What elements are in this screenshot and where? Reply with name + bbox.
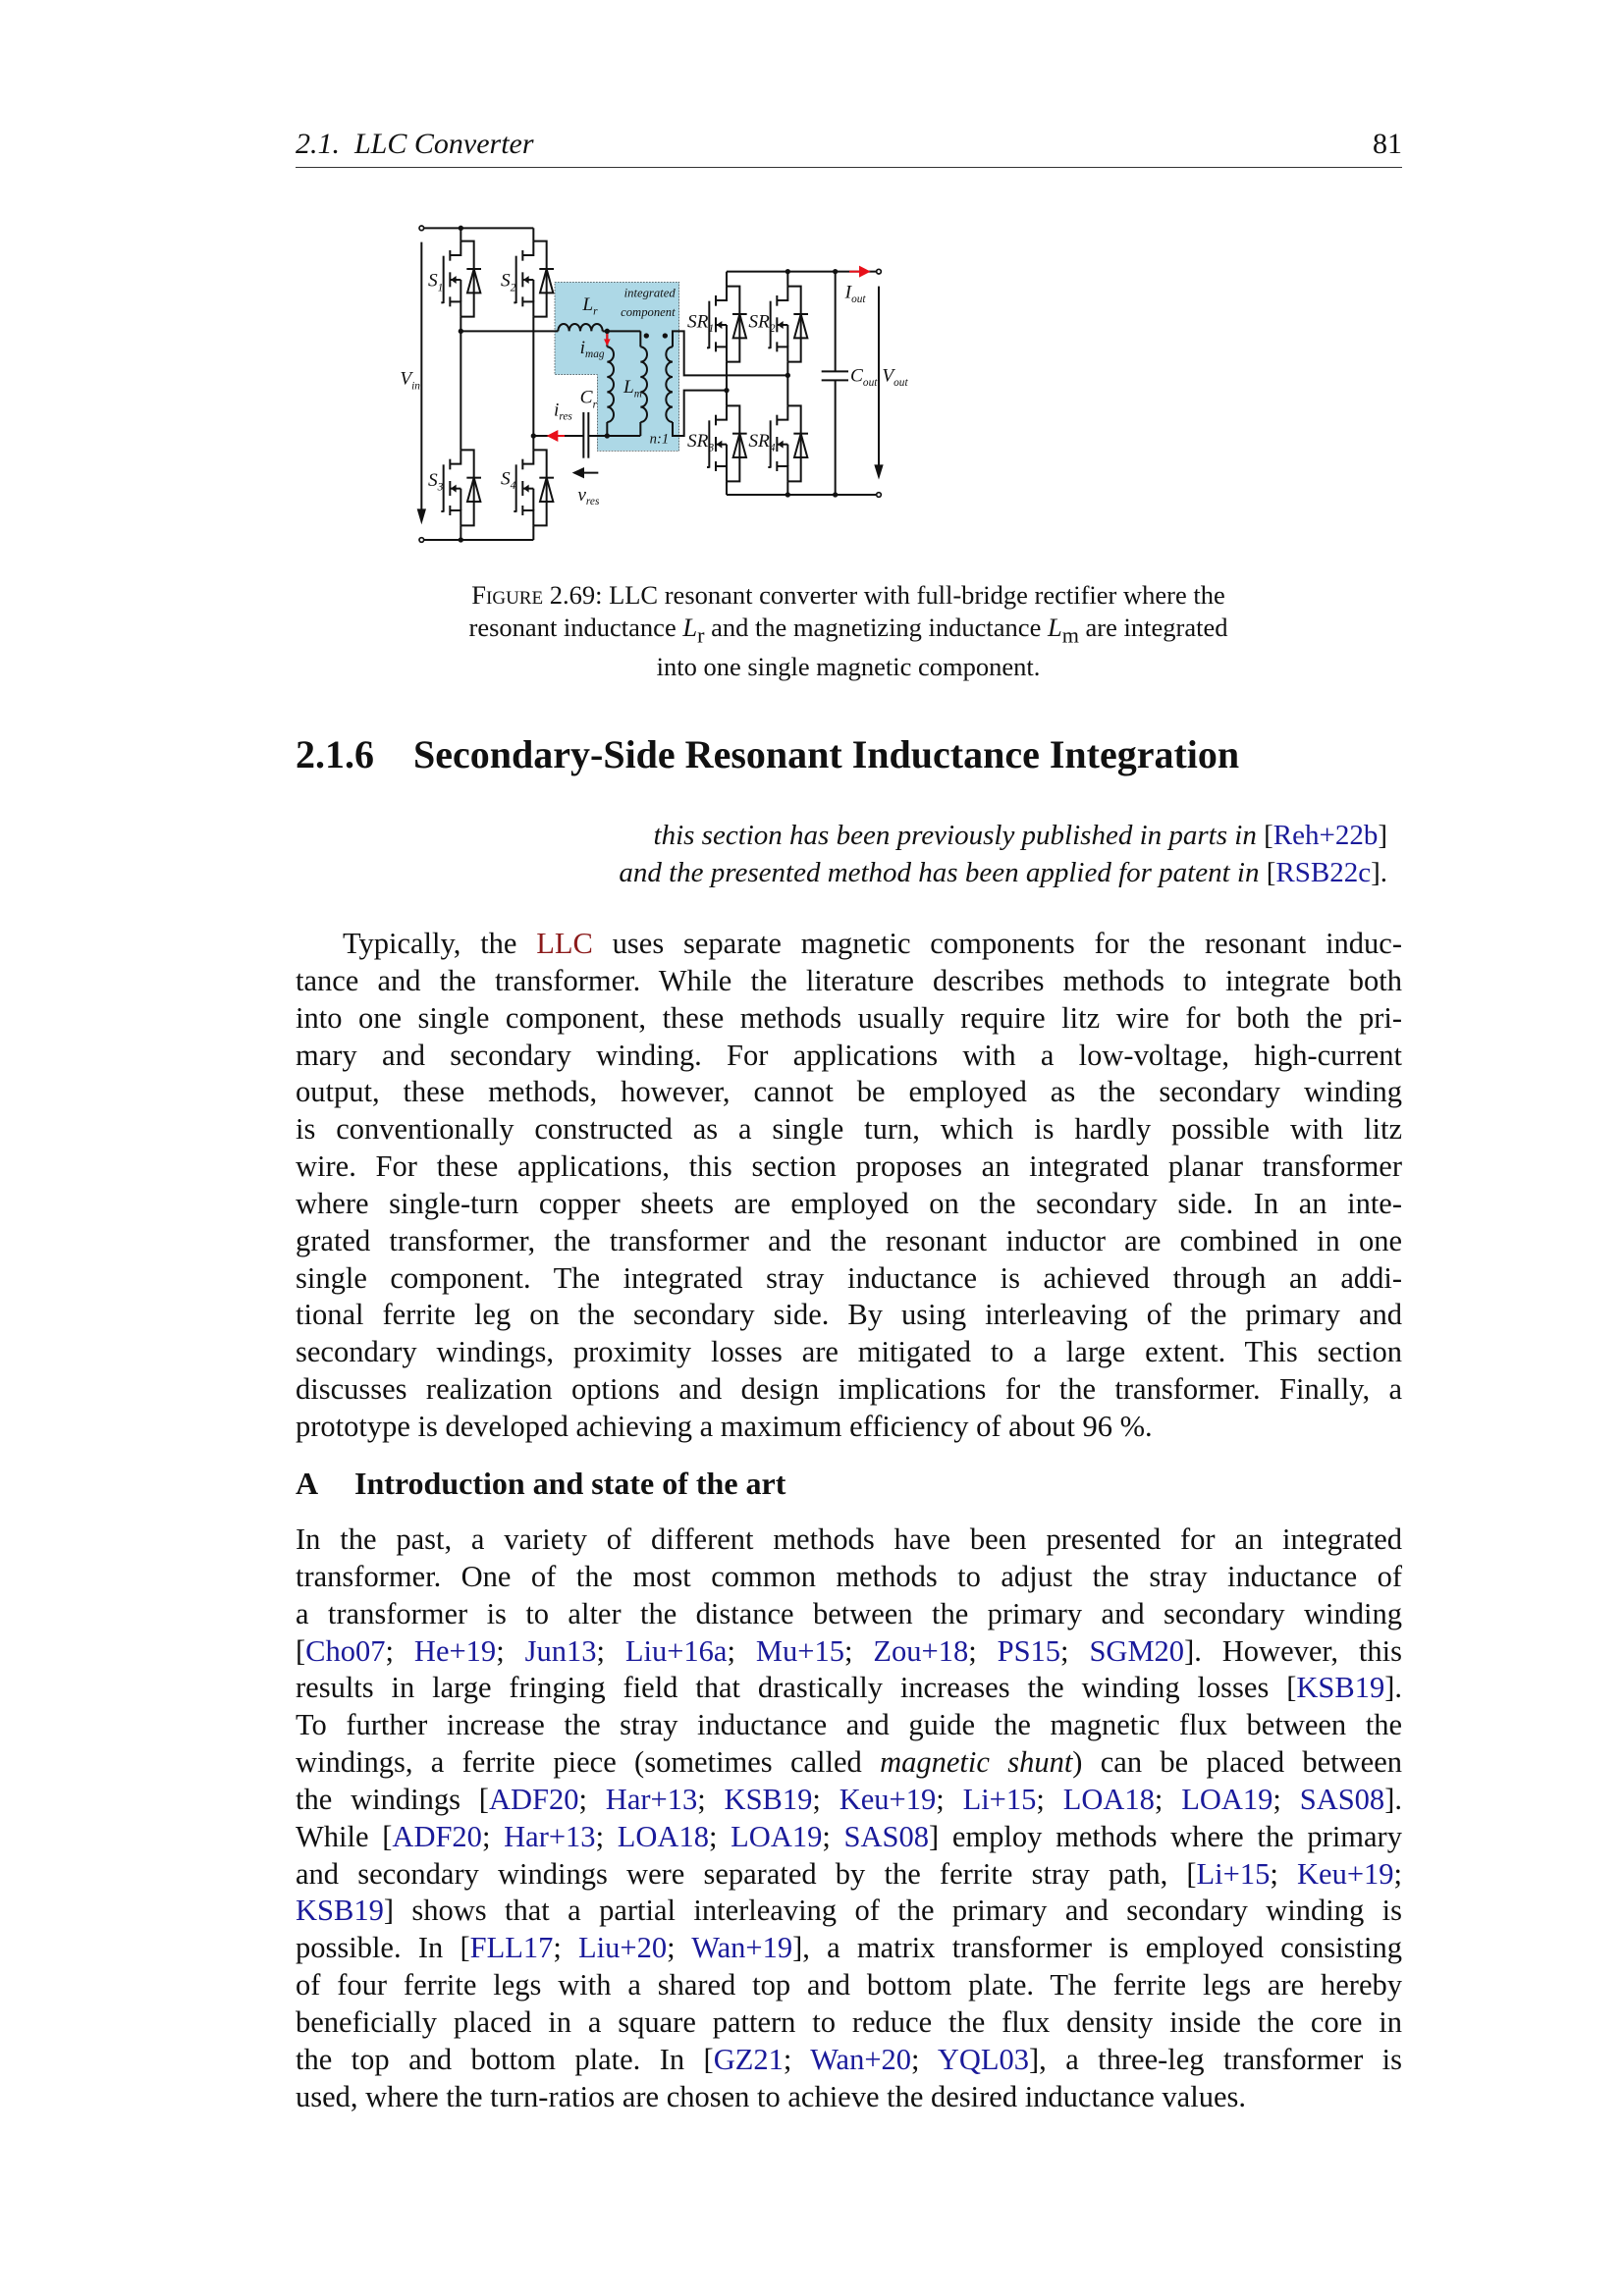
citation-link[interactable]: PS15: [997, 1633, 1061, 1668]
text-segment: ;: [1060, 1633, 1090, 1668]
text-segment: ;: [667, 1931, 692, 1965]
symbol-lm-sub: m: [1061, 622, 1079, 648]
note-text: this section has been previously published in parts in: [653, 820, 1265, 851]
text-line: [296, 1186, 1402, 1223]
text-segment: ;: [911, 2042, 938, 2076]
text-line: [296, 1038, 1402, 1075]
text-segment: ], a three-leg transformer is: [1029, 2042, 1402, 2076]
text-line: [296, 1334, 1402, 1371]
citation-link[interactable]: LOA18: [617, 1819, 709, 1853]
text-segment: ;: [1270, 1856, 1297, 1891]
label-s1: $S_1$: [428, 270, 444, 294]
text-segment: ;: [1272, 1782, 1300, 1816]
text-line: [296, 926, 1402, 963]
text-segment: transformer. One of the most common methods to adjust the stray inductance of: [296, 1559, 1402, 1593]
text-segment: ) can be placed between: [1072, 1745, 1402, 1780]
text-line: [296, 1000, 1402, 1038]
text-line: [296, 1223, 1402, 1260]
text-segment: the windings [: [296, 1782, 489, 1816]
label-lm: $L_m$: [623, 377, 642, 400]
text-line: [296, 1297, 1402, 1334]
figure-label: Figure 2.69:: [471, 580, 603, 610]
label-turns-ratio: n:1: [649, 431, 670, 448]
label-ires: $i_{res}$: [554, 400, 572, 423]
section-number: 2.1.6: [296, 732, 374, 776]
text-line: [296, 1596, 1402, 1633]
text-segment: the top and bottom plate. In [: [296, 2042, 714, 2076]
text-segment: While [: [296, 1819, 393, 1853]
citation-link[interactable]: ADF20: [392, 1819, 482, 1853]
section-title: Secondary-Side Resonant Inductance Integration: [413, 732, 1240, 776]
text-segment: tance and the transformer. While the literature describes methods to integrate both: [296, 963, 1402, 997]
citation-link[interactable]: Keu+19: [1297, 1856, 1394, 1891]
text-segment: ] employ methods where the primary: [929, 1819, 1402, 1853]
text-segment: possible. In [: [296, 1931, 470, 1965]
text-line: [296, 2079, 1402, 2116]
citation-link[interactable]: RSB22c: [1275, 857, 1372, 888]
text-segment: wire. For these applications, this section proposes an integrated planar transformer: [296, 1149, 1402, 1184]
switch-s3: [441, 450, 481, 525]
text-segment: single component. The integrated stray inductance is achieved through an addi-: [296, 1260, 1402, 1295]
citation-link[interactable]: YQL03: [937, 2042, 1029, 2076]
citation-link[interactable]: SGM20: [1089, 1633, 1185, 1668]
text-segment: [: [296, 1633, 306, 1668]
text-line: [296, 1782, 1402, 1819]
citation-link[interactable]: Liu+16a: [624, 1633, 728, 1668]
label-cout: $C_{out}$: [850, 365, 878, 389]
header-rule: [296, 167, 1402, 168]
text-line: [296, 1856, 1402, 1894]
text-segment: ;: [481, 1819, 505, 1853]
text-segment: ;: [595, 1819, 618, 1853]
text-segment: ]. However, this: [1184, 1633, 1402, 1668]
label-imag: $i_{mag}$: [579, 338, 605, 360]
paragraph-state-of-art: [296, 1522, 1402, 2116]
text-segment: uses separate magnetic components for the resonant induc-: [592, 927, 1402, 960]
text-segment: a transformer is to alter the distance between the primary and secondary winding: [296, 1596, 1402, 1630]
label-lr: $L_r$: [582, 294, 598, 318]
text-segment: ], a matrix transformer is employed consisting: [792, 1931, 1402, 1965]
citation-link[interactable]: LOA19: [731, 1819, 823, 1853]
text-segment: ;: [553, 1931, 579, 1965]
citation-link[interactable]: ADF20: [488, 1782, 579, 1816]
text-segment: used, where the turn-ratios are chosen to achieve the desired inductance values.: [296, 2079, 1246, 2113]
label-vres: $v_{res}$: [577, 485, 600, 507]
text-segment: To further increase the stray inductance and guide the magnetic flux between the: [296, 1708, 1402, 1742]
text-line: [296, 2004, 1402, 2042]
label-s3: $S_3$: [428, 470, 444, 494]
text-line: [296, 1409, 1402, 1446]
citation-link[interactable]: SAS08: [843, 1819, 929, 1853]
text-line: [296, 1111, 1402, 1148]
page-number: 81: [1373, 128, 1402, 160]
text-segment: secondary windings, proximity losses are mitigated to a large extent. This section: [296, 1335, 1402, 1369]
text-segment: discusses realization options and design implications for the transformer. Finally, a: [296, 1372, 1402, 1407]
text-segment: ;: [843, 1633, 874, 1668]
citation-link[interactable]: SAS08: [1299, 1782, 1385, 1816]
paragraph-intro: [296, 926, 1402, 1446]
text-segment: output, these methods, however, cannot be employed as the secondary winding: [296, 1075, 1402, 1109]
citation-link[interactable]: KSB19: [1296, 1671, 1385, 1705]
publication-note: this section has been previously published in parts in [Reh+22b] and the presented method has been applied for patent in [RSB22c].: [619, 820, 1387, 888]
acronym-link[interactable]: LLC: [536, 927, 593, 960]
emphasis-text: magnetic shunt: [880, 1745, 1073, 1780]
running-header: [296, 128, 534, 161]
citation-link[interactable]: Jun13: [524, 1633, 597, 1668]
citation-link[interactable]: Reh+22b: [1272, 820, 1379, 851]
label-sr2: $SR_2$: [748, 311, 776, 335]
symbol-lr: L: [682, 613, 698, 642]
text-line: [296, 1744, 1402, 1782]
text-segment: ] shows that a partial interleaving of the primary and secondary winding is: [383, 1894, 1402, 1928]
text-segment: of four ferrite legs with a shared top and bottom plate. The ferrite legs are hereby: [296, 1968, 1402, 2002]
switch-s4: [514, 450, 554, 525]
citation-link[interactable]: FLL17: [469, 1931, 554, 1965]
subsection-title: Introduction and state of the art: [354, 1466, 786, 1501]
switch-s2: [514, 241, 554, 317]
text-segment: ;: [1154, 1782, 1182, 1816]
note-text: and the presented method has been applied for patent in: [619, 857, 1267, 888]
text-line: [296, 1893, 1402, 1930]
citation-link[interactable]: GZ21: [713, 2042, 784, 2076]
text-segment: ;: [822, 1819, 844, 1853]
citation-link[interactable]: Keu+19: [839, 1782, 937, 1816]
citation-link[interactable]: Li+15: [1196, 1856, 1271, 1891]
label-s2: $S_2$: [501, 270, 516, 294]
text-segment: ;: [697, 1782, 725, 1816]
figure-caption: [383, 579, 1314, 683]
label-integrated: integrated: [623, 286, 676, 300]
citation-link[interactable]: Wan+19: [691, 1931, 793, 1965]
text-segment: is conventionally constructed as a single turn, which is hardly possible with litz: [296, 1112, 1402, 1147]
switch-s1: [441, 241, 481, 317]
citation-link[interactable]: KSB19: [724, 1782, 813, 1816]
text-segment: Typically, the: [343, 927, 537, 960]
text-segment: ;: [968, 1633, 998, 1668]
citation-link[interactable]: LOA19: [1181, 1782, 1273, 1816]
text-segment: prototype is developed achieving a maximum efficiency of about 96 %.: [296, 1409, 1153, 1443]
text-segment: into one single component, these methods usually require litz wire for both the pri-: [296, 1000, 1402, 1035]
label-sr4: $SR_4$: [748, 431, 776, 454]
text-segment: and secondary windings were separated by the ferrite stray path, [: [296, 1856, 1197, 1891]
citation-link[interactable]: Cho07: [305, 1633, 386, 1668]
header-section-number: 2.1.: [296, 128, 340, 160]
text-line: [296, 1371, 1402, 1409]
text-segment: ;: [727, 1633, 756, 1668]
text-line: [296, 1260, 1402, 1298]
label-component: component: [621, 305, 676, 319]
citation-link[interactable]: Har+13: [605, 1782, 698, 1816]
text-line: [296, 1967, 1402, 2004]
text-segment: ;: [708, 1819, 731, 1853]
symbol-lm: L: [1047, 613, 1062, 642]
citation-link[interactable]: Li+15: [962, 1782, 1037, 1816]
citation-link[interactable]: He+19: [413, 1633, 497, 1668]
caption-text: into one single magnetic component.: [656, 652, 1041, 682]
text-segment: ;: [936, 1782, 963, 1816]
citation-link[interactable]: Zou+18: [873, 1633, 969, 1668]
llc-circuit-diagram: [393, 196, 908, 569]
text-segment: ;: [385, 1633, 414, 1668]
caption-text: resonant inductance: [468, 613, 683, 642]
text-line: [296, 1522, 1402, 1559]
label-sr3: $SR_3$: [687, 431, 715, 454]
label-cr: $C_r$: [579, 387, 597, 411]
caption-text: are integrated: [1078, 613, 1228, 642]
symbol-lr-sub: r: [697, 622, 705, 648]
text-line: [296, 1930, 1402, 1967]
subsection-letter: A: [296, 1466, 319, 1501]
text-segment: ;: [496, 1633, 525, 1668]
citation-link[interactable]: Liu+20: [578, 1931, 668, 1965]
text-segment: windings, a ferrite piece (sometimes called: [296, 1745, 881, 1780]
text-segment: beneficially placed in a square pattern to reduce the flux density inside the core in: [296, 2004, 1402, 2039]
text-line: [296, 1148, 1402, 1186]
label-vin: $V_{in}$: [400, 368, 420, 393]
text-line: [296, 1670, 1402, 1707]
text-segment: ;: [1393, 1856, 1402, 1891]
text-segment: grated transformer, the transformer and the resonant inductor are combined in one: [296, 1223, 1402, 1257]
citation-link[interactable]: Mu+15: [755, 1633, 844, 1668]
text-line: [296, 963, 1402, 1000]
label-s4: $S_4$: [501, 468, 516, 492]
text-line: [296, 2042, 1402, 2079]
text-line: [296, 1074, 1402, 1111]
text-segment: ;: [596, 1633, 625, 1668]
citation-link[interactable]: LOA18: [1062, 1782, 1155, 1816]
text-segment: ].: [1384, 1671, 1402, 1705]
citation-link[interactable]: Har+13: [504, 1819, 596, 1853]
text-segment: where single-turn copper sheets are employed on the secondary side. In an inte-: [296, 1186, 1402, 1220]
label-sr1: $SR_1$: [687, 311, 715, 335]
text-line: [296, 1559, 1402, 1596]
caption-text: and the magnetizing inductance: [704, 613, 1048, 642]
citation-link[interactable]: Wan+20: [810, 2042, 912, 2076]
text-line: [296, 1633, 1402, 1671]
label-vout: $V_{out}$: [882, 365, 908, 389]
caption-text: LLC resonant converter with full-bridge rectifier where the: [609, 580, 1225, 610]
text-segment: results in large fringing field that drastically increases the winding losses [: [296, 1671, 1297, 1705]
text-segment: ;: [783, 2042, 811, 2076]
text-segment: mary and secondary winding. For applications with a low-voltage, high-current: [296, 1038, 1402, 1072]
text-segment: ;: [1036, 1782, 1063, 1816]
text-line: [296, 1819, 1402, 1856]
citation-link[interactable]: KSB19: [296, 1894, 384, 1928]
text-segment: In the past, a variety of different methods have been presented for an integrated: [296, 1522, 1402, 1556]
text-segment: ;: [812, 1782, 839, 1816]
text-segment: ].: [1384, 1782, 1402, 1816]
text-segment: tional ferrite leg on the secondary side. By using interleaving of the primary and: [296, 1298, 1402, 1332]
text-line: [296, 1707, 1402, 1744]
header-title: LLC Converter: [354, 128, 534, 160]
text-segment: ;: [578, 1782, 606, 1816]
label-iout: $I_{out}$: [844, 282, 866, 305]
